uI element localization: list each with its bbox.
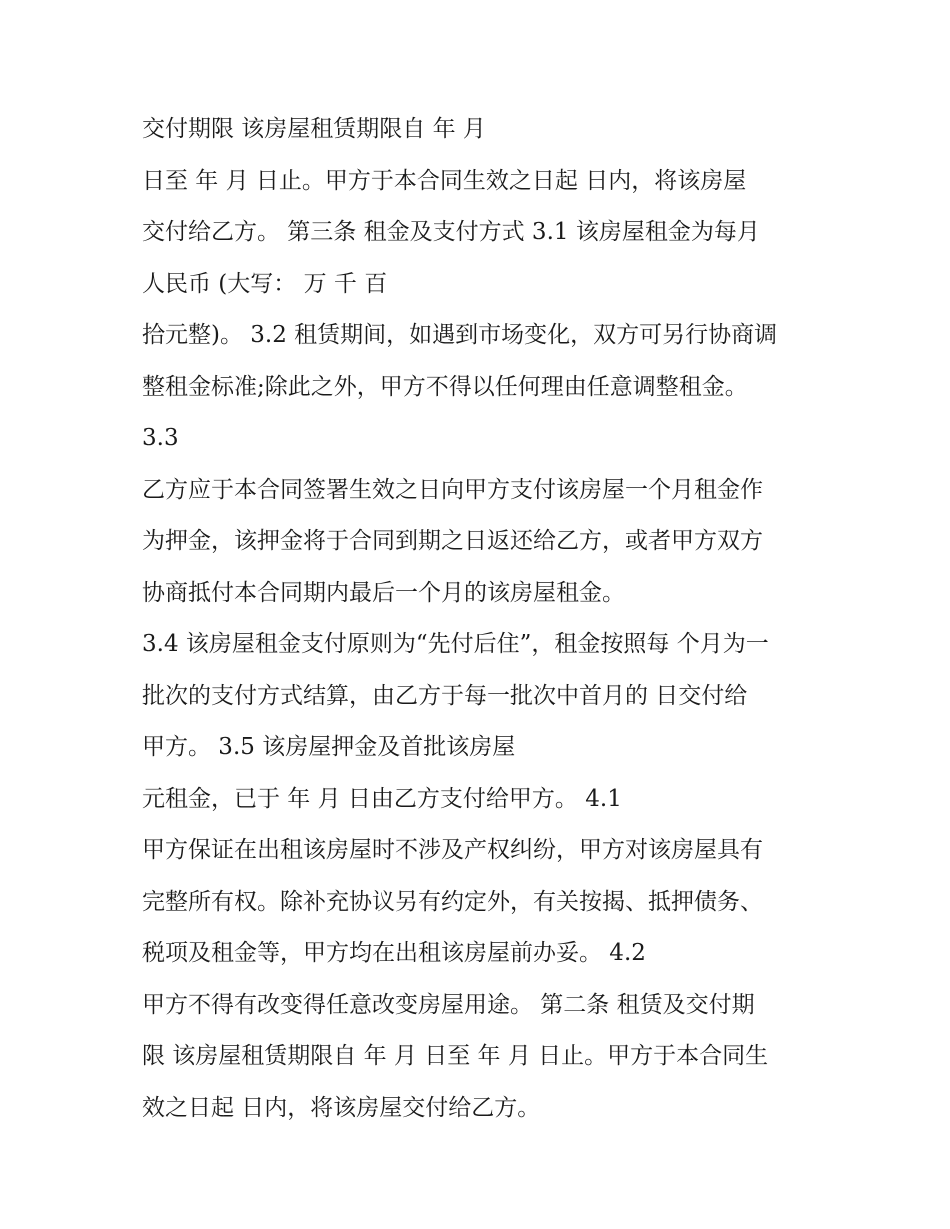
text-line: 税项及租金等，甲方均在出租该房屋前办妥。 4.2 bbox=[142, 940, 646, 966]
text-line: 整租金标准;除此之外，甲方不得以任何理由任意调整租金。 bbox=[142, 373, 748, 400]
text-line: 甲方不得有改变得任意改变房屋用途。 第二条 租赁及交付期 bbox=[142, 991, 755, 1018]
text-line: 乙方应于本合同签署生效之日向甲方支付该房屋一个月租金作 bbox=[142, 476, 763, 503]
text-line: 完整所有权。除补充协议另有约定外，有关按揭、抵押债务、 bbox=[142, 888, 763, 915]
text-line: 3.3 bbox=[142, 425, 179, 451]
text-line: 拾元整)。 3.2 租赁期间，如遇到市场变化，双方可另行协商调 bbox=[142, 322, 778, 348]
text-line: 限 该房屋租赁期限自 年 月 日至 年 月 日止。甲方于本合同生 bbox=[142, 1043, 769, 1069]
contract-text-body bbox=[142, 109, 822, 1139]
text-line: 甲方。 3.5 该房屋押金及首批该房屋 bbox=[142, 734, 516, 760]
text-line: 日至 年 月 日止。甲方于本合同生效之日起 日内，将该房屋 bbox=[142, 167, 747, 194]
text-line: 元租金，已于 年 月 日由乙方支付给甲方。 4.1 bbox=[142, 785, 622, 812]
text-line: 交付期限 该房屋租赁期限自 年 月 bbox=[142, 116, 486, 142]
text-line: 协商抵付本合同期内最后一个月的该房屋租金。 bbox=[142, 579, 625, 606]
text-line: 人民币 (大写： 万 千 百 bbox=[142, 270, 388, 297]
text-line: 效之日起 日内，将该房屋交付给乙方。 bbox=[142, 1094, 541, 1121]
text-line: 甲方保证在出租该房屋时不涉及产权纠纷，甲方对该房屋具有 bbox=[142, 837, 763, 863]
text-line: 批次的支付方式结算，由乙方于每一批次中首月的 日交付给 bbox=[142, 682, 748, 709]
text-line: 为押金，该押金将于合同到期之日返还给乙方，或者甲方双方 bbox=[142, 528, 763, 554]
text-line: 交付给乙方。 第三条 租金及支付方式 3.1 该房屋租金为每月 bbox=[142, 219, 760, 245]
text-line: 3.4 该房屋租金支付原则为“先付后住”，租金按照每 个月为一 bbox=[142, 631, 769, 657]
